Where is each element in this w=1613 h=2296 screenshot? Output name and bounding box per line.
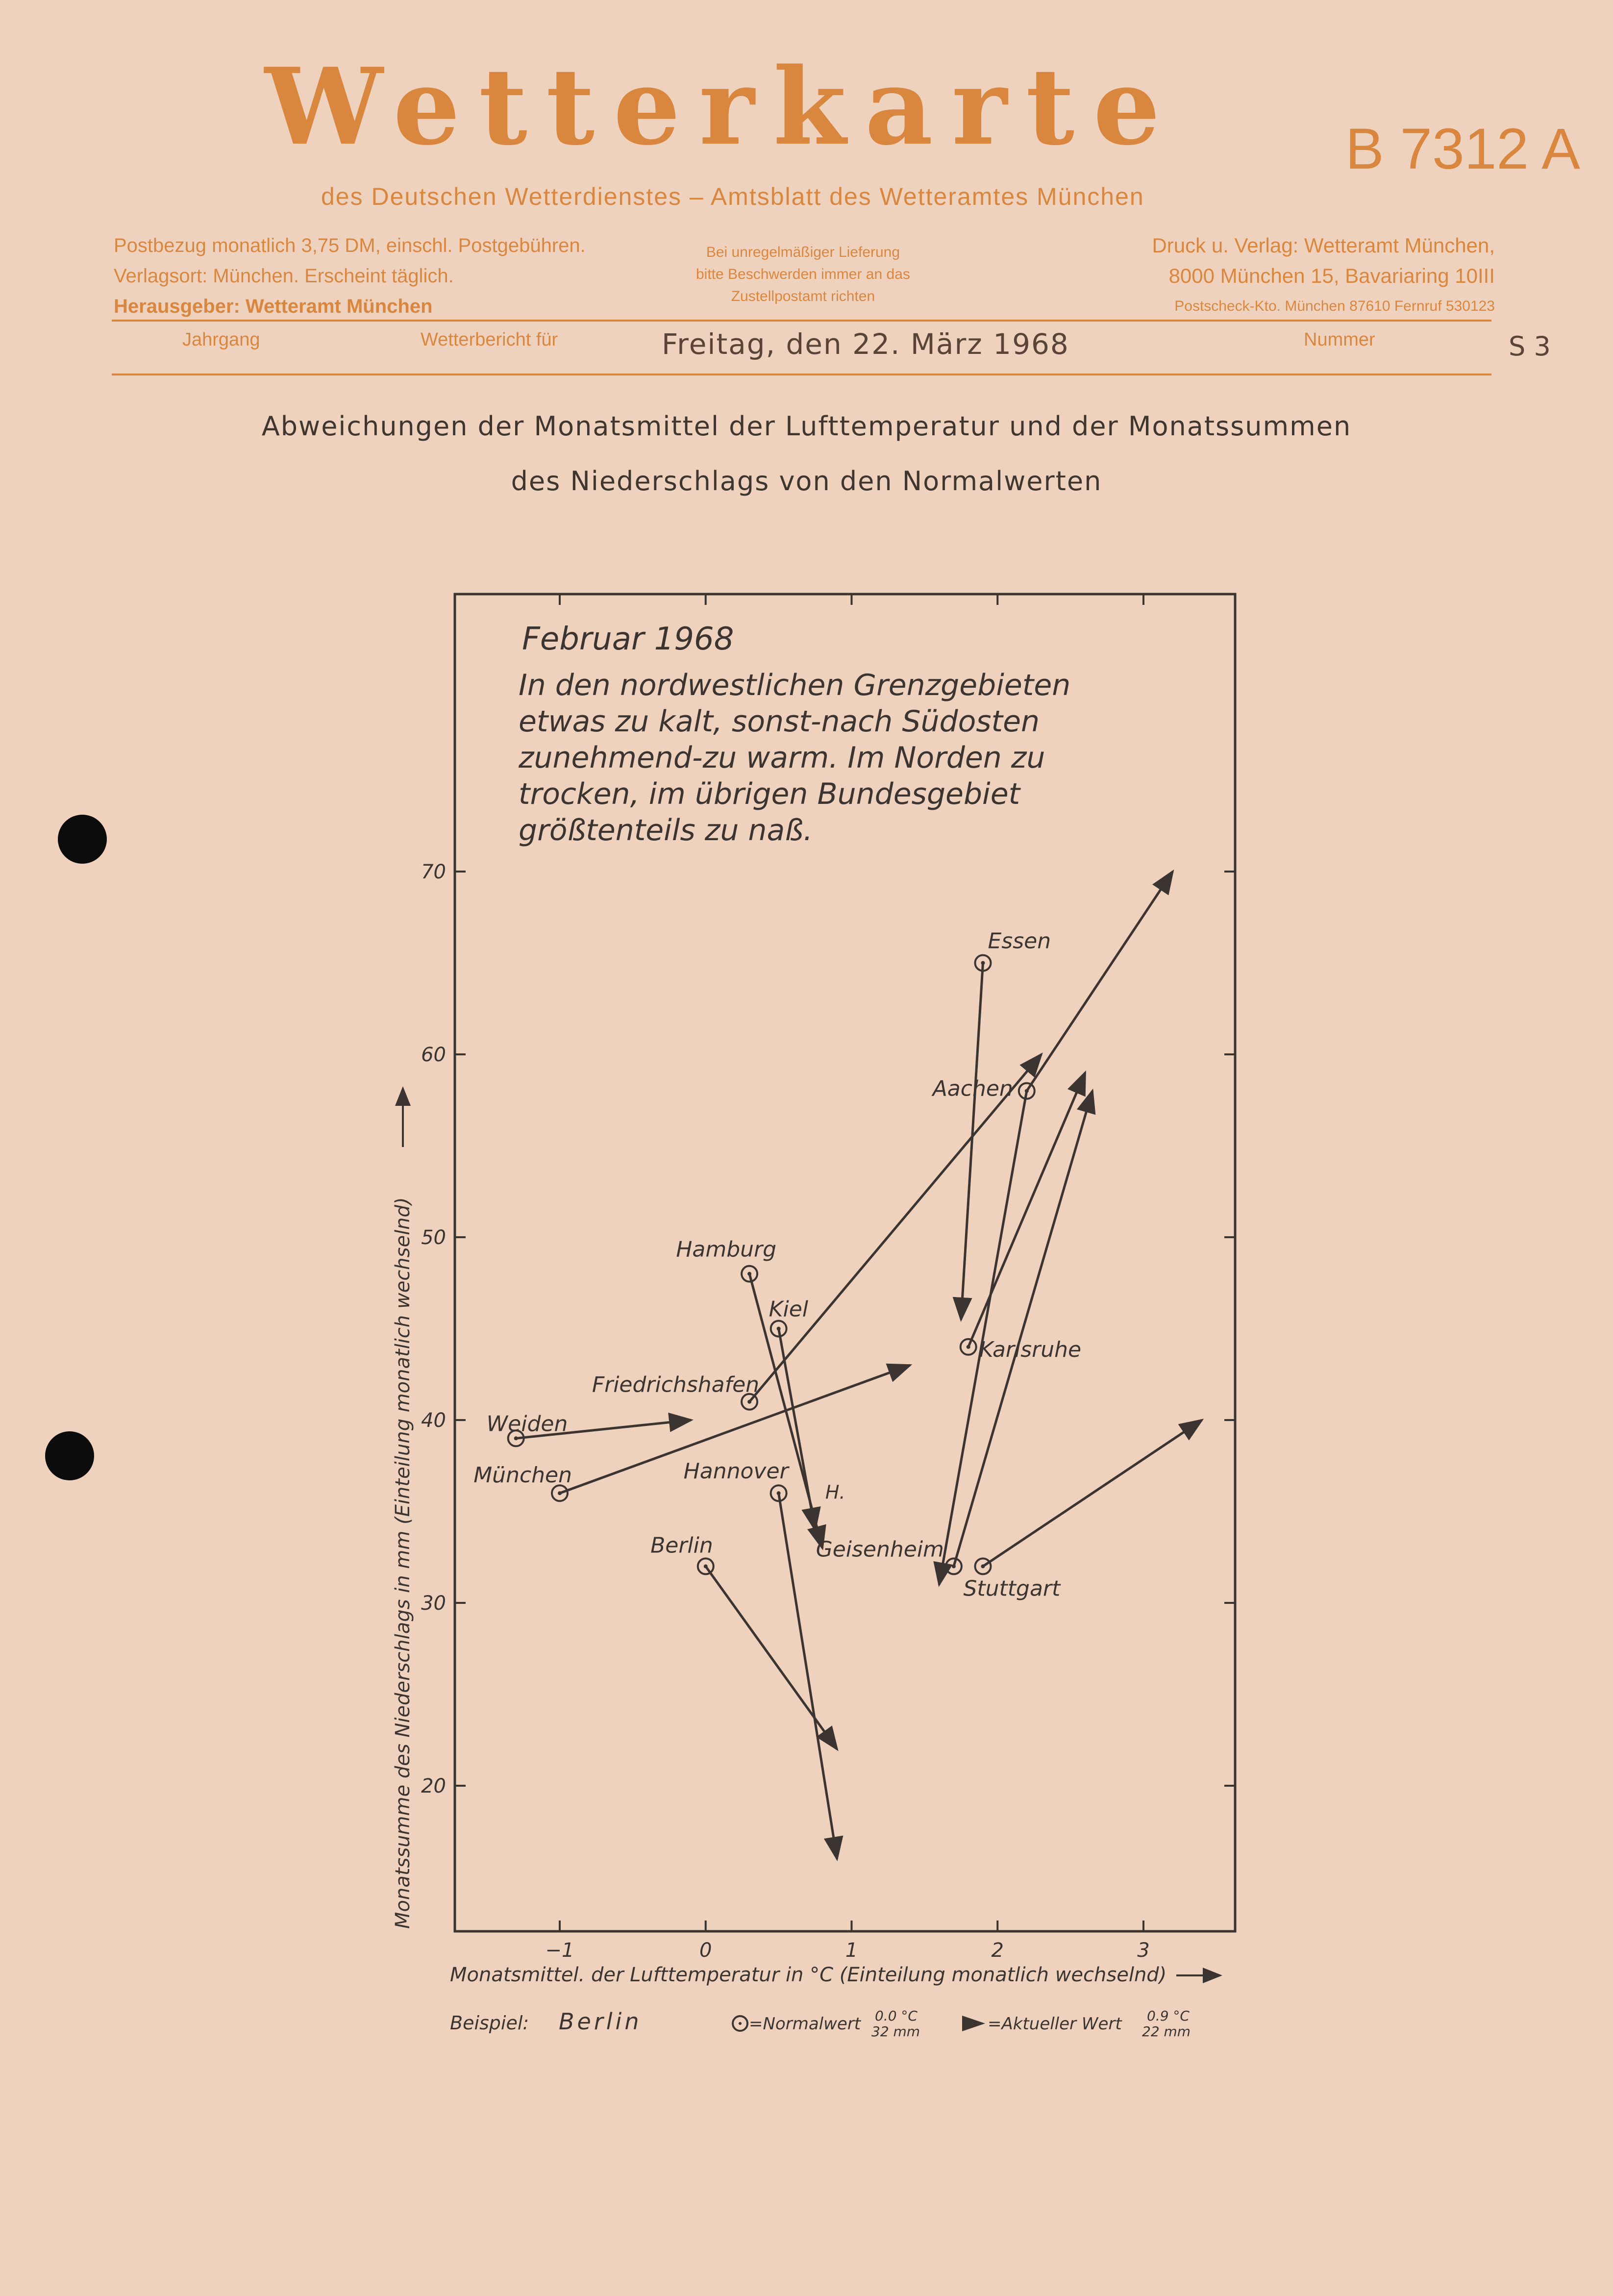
y-tick-label: 50 xyxy=(421,1226,446,1249)
delivery-line: bitte Beschwerden immer an das xyxy=(696,266,910,282)
legend-normal-label: =Normalwert xyxy=(749,2014,861,2034)
deviation-arrow xyxy=(983,1420,1202,1566)
issue-date: Freitag, den 22. März 1968 xyxy=(662,327,1069,361)
normal-value-dot xyxy=(967,1345,970,1349)
normal-value-dot xyxy=(558,1491,562,1495)
publisher-line: Herausgeber: Wetteramt München xyxy=(114,296,433,317)
station-label: Kiel xyxy=(769,1297,808,1322)
station-label: Hannover xyxy=(683,1459,789,1484)
x-tick-label: 2 xyxy=(991,1939,1004,1962)
y-tick-label: 40 xyxy=(421,1409,446,1432)
delivery-line: Zustellpostamt richten xyxy=(731,288,875,304)
chart-description-line: zunehmend-zu warm. Im Norden zu xyxy=(519,741,1045,775)
legend-actual-marker xyxy=(962,2016,985,2031)
normal-value-dot xyxy=(981,961,985,965)
station-label: Weiden xyxy=(486,1411,568,1437)
masthead-title: Wetterkarte xyxy=(265,45,1179,169)
station-label: Geisenheim xyxy=(816,1537,944,1562)
normal-value-dot xyxy=(952,1564,956,1568)
station-label: Hamburg xyxy=(676,1237,777,1262)
legend-normal-precip: 32 mm xyxy=(871,2023,920,2040)
legend-normal-temp: 0.0 °C xyxy=(875,2008,918,2024)
normal-value-dot xyxy=(777,1491,781,1495)
normal-value-dot xyxy=(981,1564,985,1568)
x-tick-label: −1 xyxy=(545,1939,574,1962)
wetterbericht-label: Wetterbericht für xyxy=(421,329,558,350)
chart-title: Februar 1968 xyxy=(522,621,734,657)
station-label: Berlin xyxy=(650,1533,713,1558)
station-abbrev-label: H. xyxy=(825,1481,845,1503)
normal-value-dot xyxy=(777,1327,781,1331)
normal-value-dot xyxy=(1025,1089,1029,1093)
chart-description-line: größtenteils zu naß. xyxy=(519,813,813,848)
jahrgang-label: Jahrgang xyxy=(182,329,260,350)
legend-actual-precip: 22 mm xyxy=(1142,2023,1191,2040)
chart-description-line: In den nordwestlichen Grenzgebieten xyxy=(519,668,1071,702)
chart-description-line: etwas zu kalt, sonst-nach Südosten xyxy=(519,704,1040,739)
legend-normal-marker-dot xyxy=(739,2022,742,2025)
deviation-arrow xyxy=(706,1566,837,1749)
x-tick-label: 1 xyxy=(845,1939,858,1962)
legend-example-station: Berlin xyxy=(559,2008,642,2035)
nummer-label: Nummer xyxy=(1304,329,1375,350)
station-label: München xyxy=(473,1463,572,1488)
deviation-arrow xyxy=(954,1091,1092,1567)
y-tick-label: 60 xyxy=(421,1044,446,1066)
page-number: S 3 xyxy=(1509,331,1551,362)
station-label: Friedrichshafen xyxy=(592,1372,760,1398)
legend-actual-label: =Aktueller Wert xyxy=(988,2014,1122,2034)
y-tick-label: 70 xyxy=(421,861,446,883)
station-label: Karlsruhe xyxy=(979,1337,1082,1362)
normal-value-dot xyxy=(747,1400,751,1404)
y-axis-label: Monatssumme des Niederschlags in mm (Einteilung monatlich wechselnd) xyxy=(392,1197,414,1929)
x-tick-label: 0 xyxy=(699,1939,712,1962)
normal-value-dot xyxy=(514,1436,518,1440)
publication-code: B 7312 A xyxy=(1345,117,1580,181)
publishing-place-line: Verlagsort: München. Erscheint täglich. xyxy=(114,265,454,287)
deviation-arrow xyxy=(968,1073,1085,1347)
station-label: Essen xyxy=(988,928,1051,954)
x-tick-label: 3 xyxy=(1137,1939,1150,1962)
station-label: Aachen xyxy=(932,1076,1013,1101)
x-axis-label: Monatsmittel. der Lufttemperatur in °C (Einteilung monatlich wechselnd) xyxy=(450,1964,1167,1986)
legend-actual-temp: 0.9 °C xyxy=(1147,2008,1190,2024)
deviation-arrow xyxy=(1027,872,1173,1091)
normal-value-dot xyxy=(747,1272,751,1276)
masthead-subtitle: des Deutschen Wetterdienstes – Amtsblatt des Wetteramtes München xyxy=(321,183,1144,210)
account-line: Postscheck-Kto. München 87610 Fernruf 530123 xyxy=(1174,298,1495,314)
address-line: 8000 München 15, Bavariaring 10III xyxy=(1168,264,1495,287)
normal-value-dot xyxy=(704,1564,708,1568)
legend-example-label: Beispiel: xyxy=(450,2012,529,2034)
deviation-arrow xyxy=(961,963,983,1320)
page-heading-line2: des Niederschlags von den Normalwerten xyxy=(511,466,1102,497)
subscription-line: Postbezug monatlich 3,75 DM, einschl. Postgebühren. xyxy=(114,235,586,256)
delivery-line: Bei unregelmäßiger Lieferung xyxy=(706,244,900,260)
station-label: Stuttgart xyxy=(963,1576,1061,1601)
chart-description-line: trocken, im übrigen Bundesgebiet xyxy=(519,777,1020,811)
printer-line: Druck u. Verlag: Wetteramt München, xyxy=(1152,234,1495,257)
y-tick-label: 20 xyxy=(421,1775,446,1797)
y-tick-label: 30 xyxy=(421,1592,446,1615)
page-heading-line1: Abweichungen der Monatsmittel der Lufttemperatur und der Monatssummen xyxy=(261,411,1352,442)
